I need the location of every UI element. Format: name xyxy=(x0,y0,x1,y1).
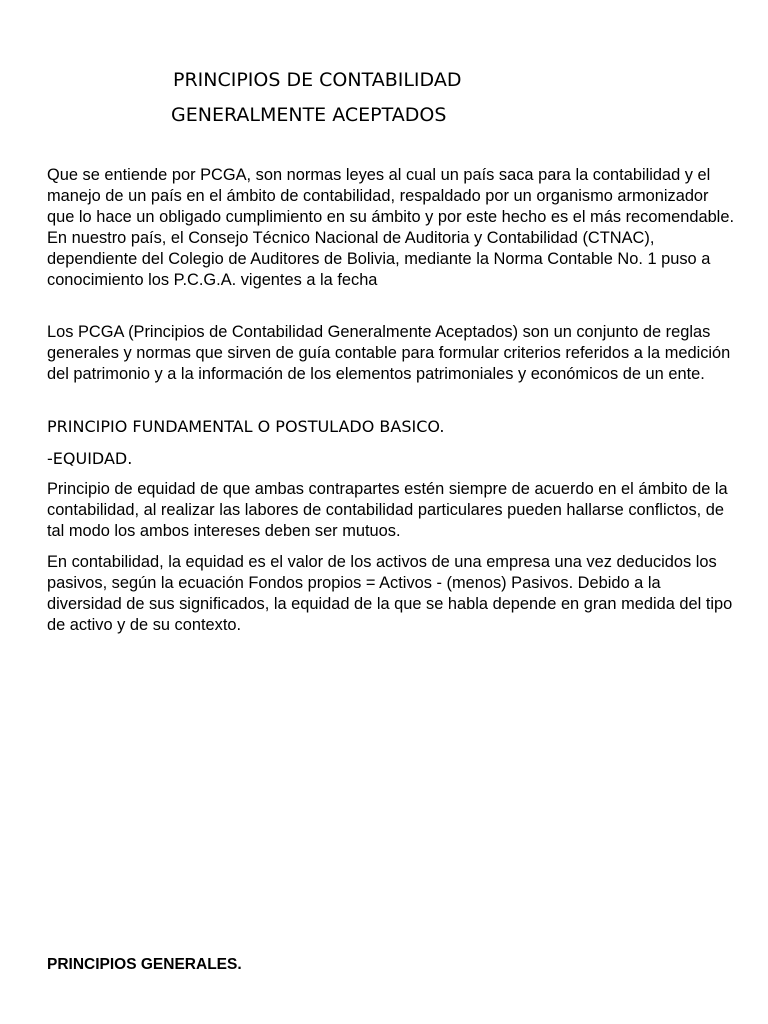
section-heading-principios-generales: PRINCIPIOS GENERALES. xyxy=(47,956,242,973)
subheading-equidad: -EQUIDAD. xyxy=(47,449,133,468)
document-title-line-1: PRINCIPIOS DE CONTABILIDAD xyxy=(173,69,462,91)
paragraph-equidad-accounting: En contabilidad, la equidad es el valor de los activos de una empresa una vez deducidos los pasivos, según la ecuación Fondos propios = Activos - (menos) Pasivos. Debido a la diversidad de sus significados, la equidad de la que se habla depende en gran medida del tipo de activo y de su contexto. xyxy=(47,553,733,634)
paragraph-equidad-principle: Principio de equidad de que ambas contrapartes estén siempre de acuerdo en el ámbito de la contabilidad, al realizar las labores de contabilidad particulares pueden hallarse conflictos, de tal modo los ambos intereses deben ser mutuos. xyxy=(47,480,728,540)
paragraph-pcga-definition: Que se entiende por PCGA, son normas leyes al cual un país saca para la contabilidad y el manejo de un país en el ámbito de contabilidad, respaldado por un organismo armonizador que lo hace un obligado cumplimiento en su ámbito y por este hecho es el más recomendable. En nuestro país, el Consejo Técnico Nacional de Auditoria y Contabilidad (CTNAC), dependiente del Colegio de Auditores de Bolivia, mediante la Norma Contable No. 1 puso a conocimiento los P.C.G.A. vigentes a la fecha xyxy=(47,166,734,289)
document-title-line-2: GENERALMENTE ACEPTADOS xyxy=(171,104,447,126)
paragraph-pcga-description: Los PCGA (Principios de Contabilidad Generalmente Aceptados) son un conjunto de reglas generales y normas que sirven de guía contable para formular criterios referidos a la medición del patrimonio y a la información de los elementos patrimoniales y económicos de un ente. xyxy=(47,323,731,383)
section-heading-principio-fundamental: PRINCIPIO FUNDAMENTAL O POSTULADO BASICO. xyxy=(47,417,445,436)
